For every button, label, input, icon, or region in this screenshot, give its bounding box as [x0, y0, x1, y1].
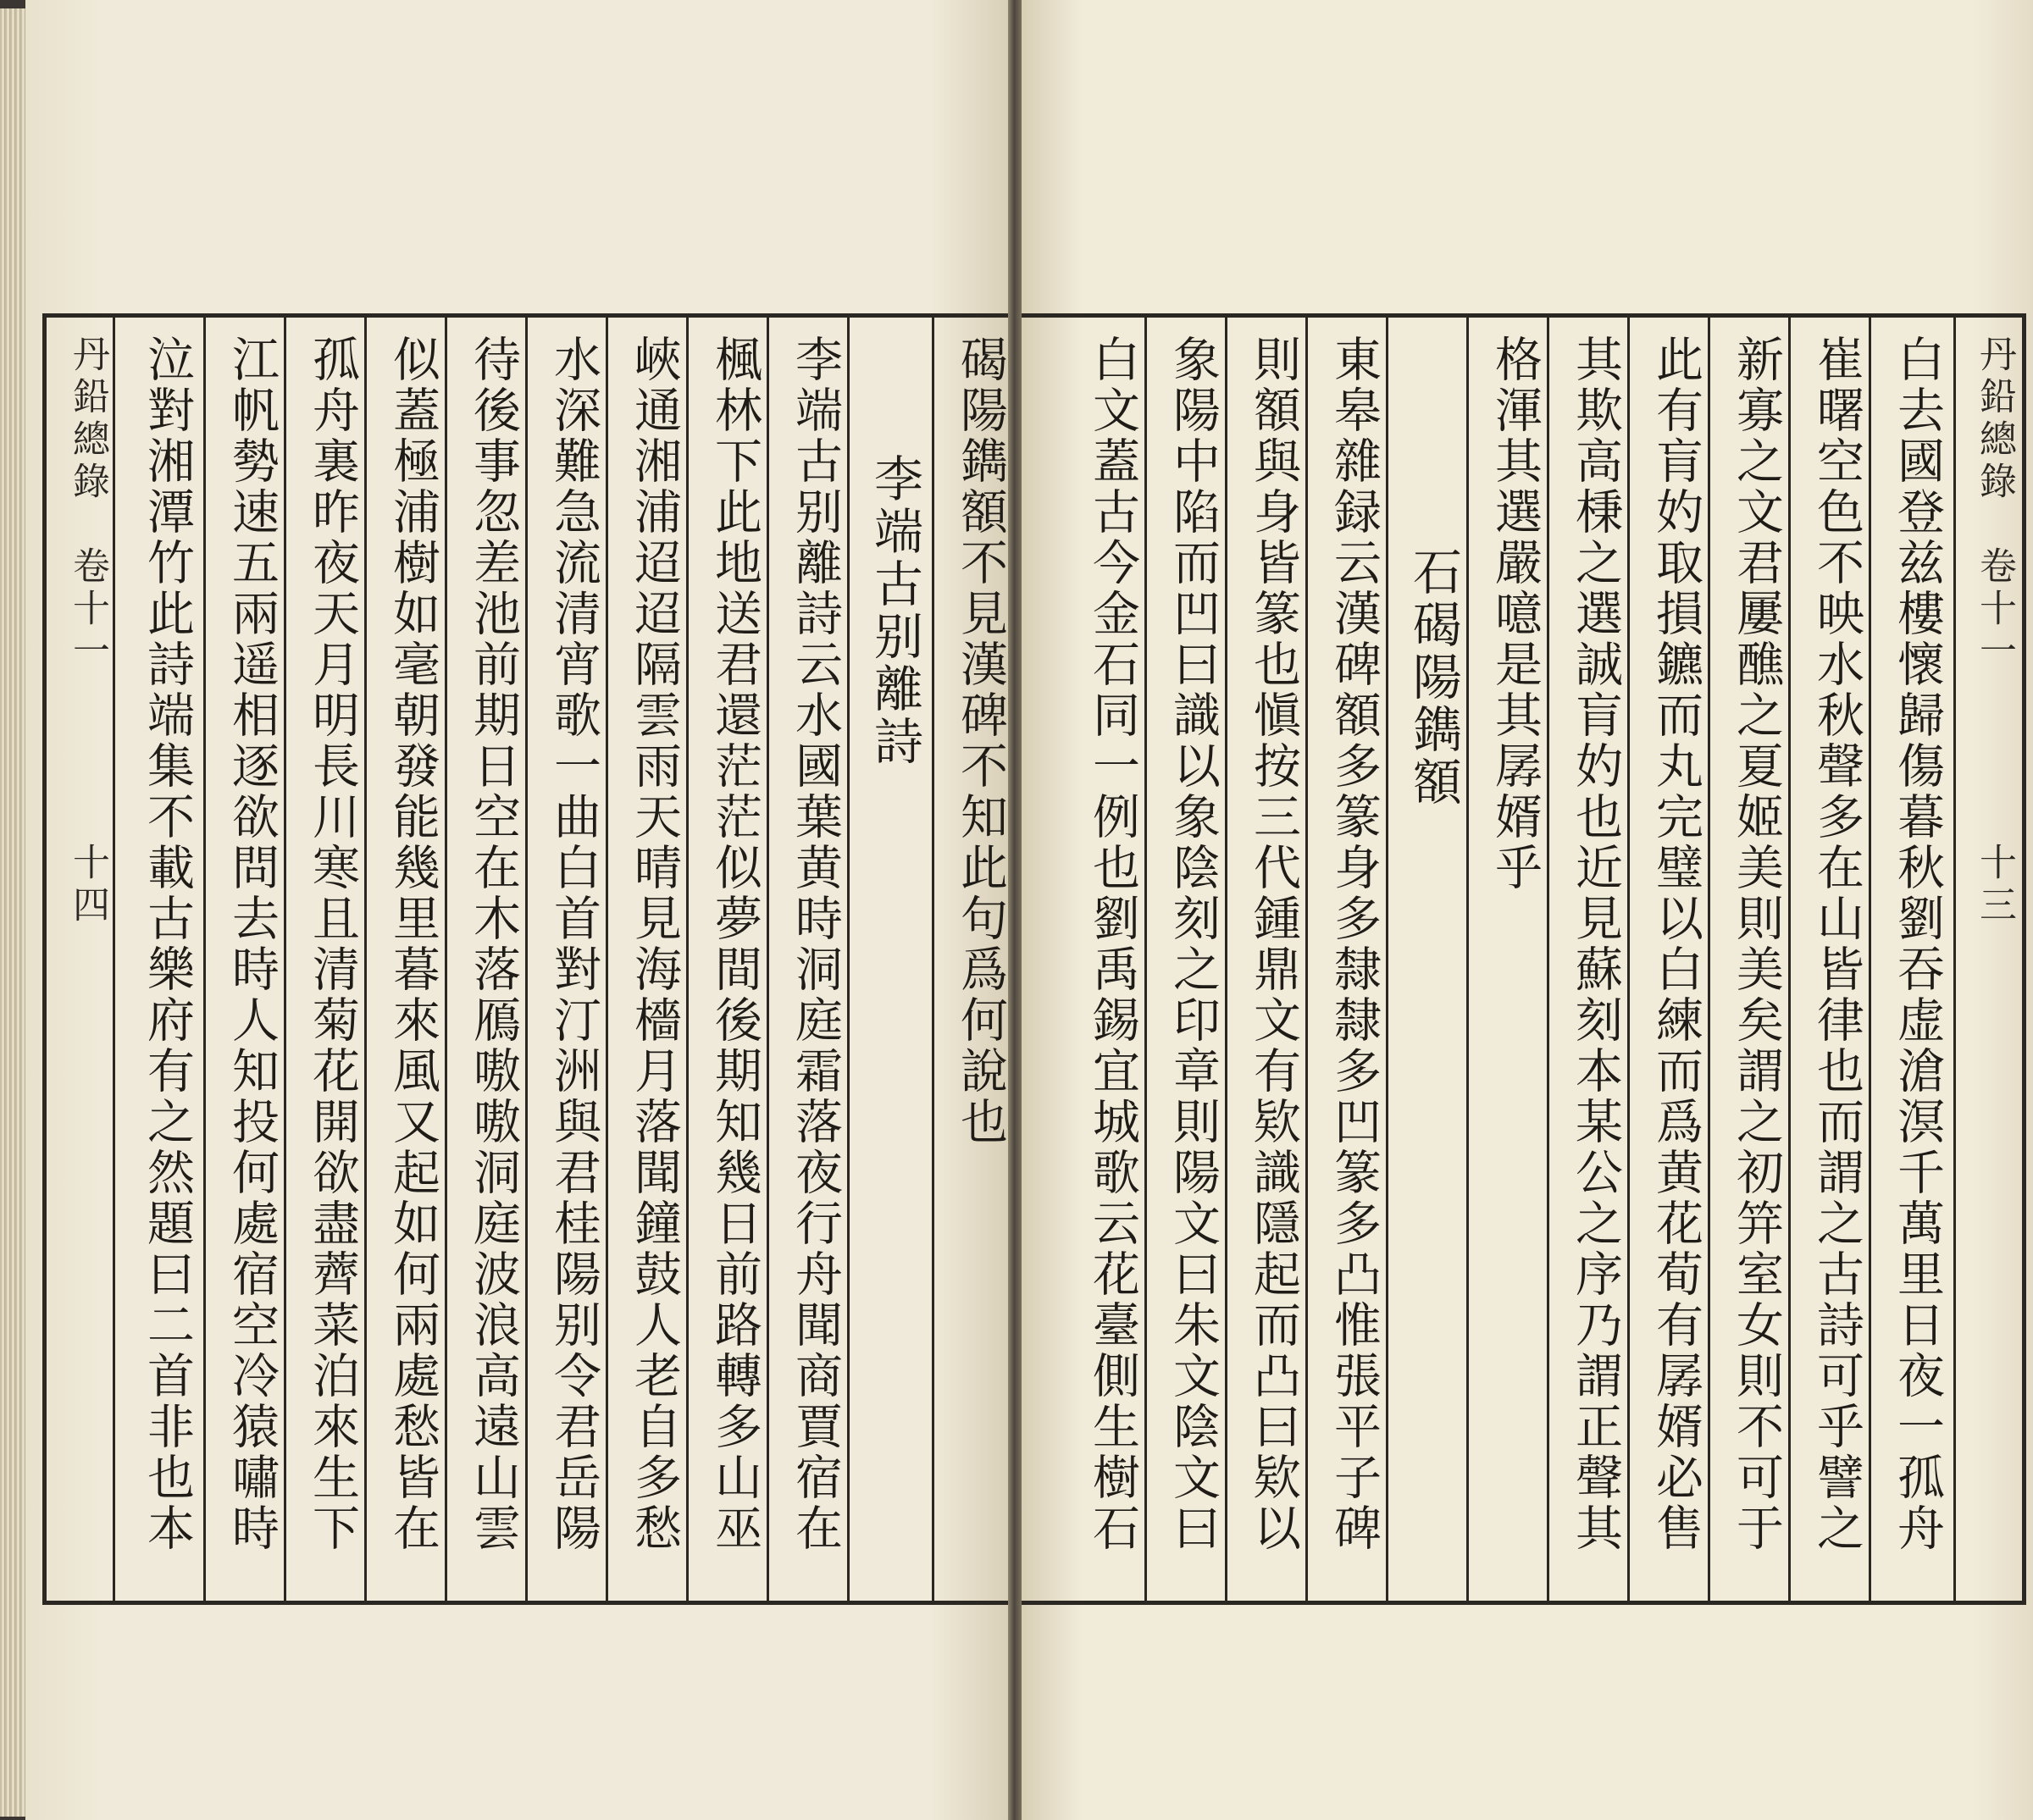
column-rule: [686, 318, 689, 1601]
column-rule: [1788, 318, 1791, 1601]
left-margin-volume: 卷十一: [66, 546, 109, 673]
column-rule: [1466, 318, 1469, 1601]
book-gutter: [1008, 0, 1022, 1820]
text-column: 泣對湘潭竹此詩端集不載古樂府有之然題曰二首非也本: [140, 335, 195, 1554]
column-rule: [767, 318, 769, 1601]
text-column: 其欺高棅之選誠肓妁也近見蘇刻本某公之序乃謂正聲其: [1568, 335, 1623, 1554]
page-edges: [0, 8, 26, 1817]
fold-rule: [1953, 318, 1956, 1601]
text-column: 孤舟裏昨夜天月明長川寒且清菊花開欲盡薺菜泊來生下: [305, 335, 360, 1554]
column-rule: [1547, 318, 1549, 1601]
text-column: 水深難急流清宵歌一曲白首對汀洲與君桂陽别令君岳陽: [546, 335, 601, 1554]
column-rule: [445, 318, 447, 1601]
text-column: 李端古别離詩云水國葉黄時洞庭霜落夜行舟聞商賈宿在: [788, 335, 843, 1554]
column-rule: [525, 318, 528, 1601]
column-rule: [1225, 318, 1227, 1601]
left-page-frame: [42, 313, 1016, 1605]
fold-rule: [113, 318, 115, 1601]
column-rule: [1386, 318, 1388, 1601]
text-column: 峽通湘浦迢迢隔雲雨天晴見海檣月落聞鐘鼓人老自多愁: [627, 335, 682, 1554]
right-page-frame: [1022, 313, 2026, 1605]
left-page: [25, 0, 1008, 1820]
right-margin-volume: 卷十一: [1973, 546, 2016, 673]
text-column: 象陽中陷而凹曰識以象陰刻之印章則陽文曰朱文陰文曰: [1166, 335, 1221, 1554]
section-heading: 石碣陽鐫額: [1404, 546, 1462, 809]
text-column: 江帆勢速五兩遥相逐欲問去時人知投何處宿空冷猿嘯時: [224, 335, 280, 1554]
text-column: 東皋雜録云漢碑額多篆身多隸隸多凹篆多凸惟張平子碑: [1327, 335, 1382, 1554]
right-fold-margin: [1962, 335, 2021, 1618]
column-rule: [606, 318, 608, 1601]
text-column: 崔曙空色不映水秋聲多在山皆律也而謂之古詩可乎譬之: [1809, 335, 1864, 1554]
section-heading: 李端古别離詩: [866, 453, 923, 768]
column-rule: [1869, 318, 1871, 1601]
text-column: 此有肓妁取損鑣而丸完璧以白練而爲黄花荀有孱婿必售: [1648, 335, 1703, 1554]
text-column: 格渾其選嚴噫是其孱婿乎: [1487, 335, 1543, 893]
text-column: 待後事忽差池前期日空在木落鴈嗷嗷洞庭波浪高遠山雲: [466, 335, 521, 1554]
text-column: 白文蓋古今金石同一例也劉禹錫宜城歌云花臺側生樹石: [1085, 335, 1140, 1554]
left-margin-leaf: 十四: [66, 843, 109, 927]
left-margin-title: 丹鉛總錄: [66, 335, 109, 504]
right-page: [1022, 0, 2033, 1820]
column-rule: [1627, 318, 1630, 1601]
text-column: 似蓋極浦樹如毫朝發能幾里暮來風又起如何兩處愁皆在: [385, 335, 440, 1554]
text-column: 新寡之文君屢醮之夏姬美則美矣謂之初笄室女則不可于: [1729, 335, 1784, 1554]
column-rule: [203, 318, 206, 1601]
left-fold-margin: [55, 335, 114, 1618]
right-margin-leaf: 十三: [1973, 843, 2016, 927]
text-column: 則額與身皆篆也愼按三代鍾鼎文有欵識隱起而凸曰欵以: [1246, 335, 1301, 1554]
column-rule: [932, 318, 934, 1601]
column-rule: [1305, 318, 1308, 1601]
right-margin-title: 丹鉛總錄: [1973, 335, 2016, 504]
column-rule: [847, 318, 850, 1601]
column-rule: [1144, 318, 1147, 1601]
column-rule: [364, 318, 367, 1601]
column-rule: [1708, 318, 1710, 1601]
text-column: 白去國登兹樓懷歸傷暮秋劉吞虚滄溟千萬里日夜一孤舟: [1890, 335, 1945, 1554]
column-rule: [284, 318, 286, 1601]
text-column: 楓林下此地送君還茫茫似夢間後期知幾日前路轉多山巫: [707, 335, 762, 1554]
text-column: 碣陽鐫額不見漢碑不知此句爲何說也: [953, 335, 1008, 1148]
